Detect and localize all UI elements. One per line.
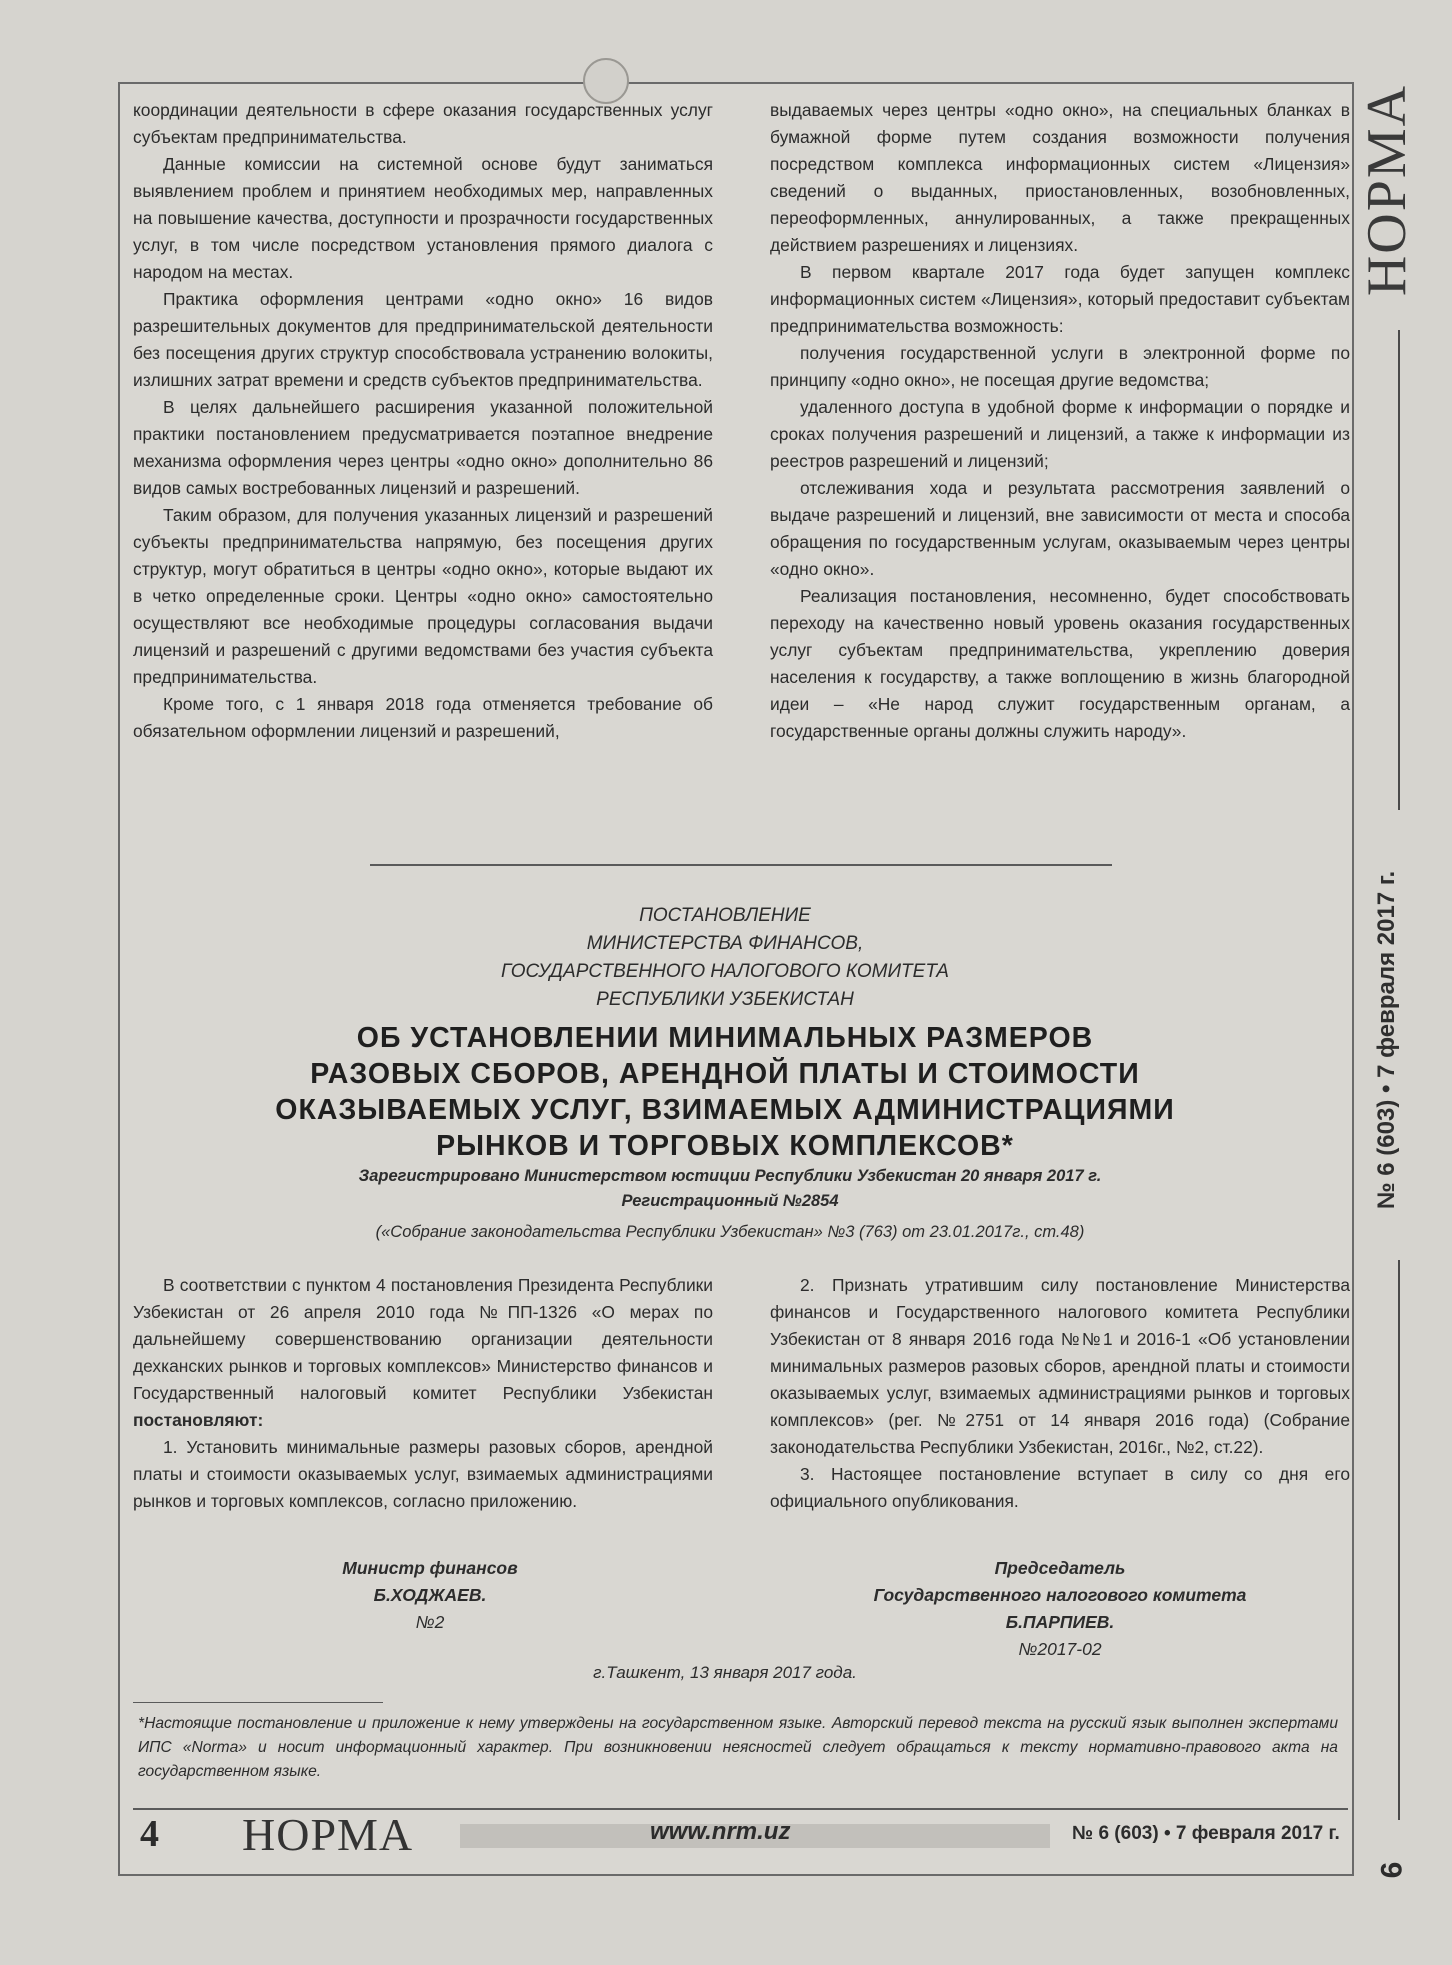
article-left-column: [133, 97, 713, 745]
issuer-line: ПОСТАНОВЛЕНИЕ: [639, 905, 811, 926]
paragraph: В целях дальнейшего расширения указанной положительной практики постановлением предусматривается поэтапное внедрение механизма оформления через центры «одно окно» дополнительно 86 видов самых востребованных лицензий и разрешений.: [133, 397, 713, 498]
paragraph: В первом квартале 2017 года будет запущен комплекс информационных систем «Лицензия», который предоставит субъектам предпринимательства возможность:: [770, 262, 1350, 336]
signer-name: Б.ПАРПИЕВ.: [1005, 1612, 1115, 1632]
spine-brand: НОРМА: [1356, 83, 1419, 297]
signer-position: Министр финансов: [342, 1558, 518, 1578]
issuer-line: МИНИСТЕРСТВА ФИНАНСОВ,: [586, 933, 864, 954]
publication-source: («Собрание законодательства Республики Узбекистан» №3 (763) от 23.01.2017г., ст.48): [375, 1223, 1085, 1241]
signer-position: Председатель: [994, 1558, 1126, 1578]
spine-page-number: 6: [1375, 1861, 1408, 1879]
signer-left: [300, 1555, 560, 1636]
decree-title: [200, 1020, 1250, 1164]
registration-note: [230, 1164, 1230, 1214]
footnote: *Настоящие постановление и приложение к нему утверждены на государственном языке. Авторский перевод текста на русский язык выполнен экспертами ИПС «Norma» и носит информационный характер. При возникновении неясностей следует обращаться к тексту нормативно-правового акта на государственном языке.: [138, 1715, 1338, 1780]
footer-url[interactable]: www.nrm.uz: [650, 1818, 791, 1845]
spine-rule: [1398, 1260, 1400, 1820]
paragraph: Реализация постановления, несомненно, будет способствовать переходу на качественно новый уровень оказания государственных услуг субъектам предпринимательства, укреплению доверия населения к государству, а также воплощению в жизнь благородной идеи – «Не народ служит государственным органам, а государственные органы должны служить народу».: [770, 586, 1350, 741]
issuer-line: ГОСУДАРСТВЕННОГО НАЛОГОВОГО КОМИТЕТА: [501, 961, 949, 982]
signer-right: [800, 1555, 1320, 1663]
decree-issuer: [300, 902, 1150, 1014]
paragraph: Таким образом, для получения указанных лицензий и разрешений субъекты предпринимательства напрямую, без посещения других структур, могут обратиться в центры «одно окно», которые выдают их в четко определенные сроки. Центры «одно окно» самостоятельно осуществляют все необходимые процедуры согласования выдачи лицензий и разрешений с другими ведомствами без участия субъекта предпринимательства.: [133, 505, 713, 687]
decree-verb: постановляют:: [133, 1410, 264, 1430]
title-line: ОКАЗЫВАЕМЫХ УСЛУГ, ВЗИМАЕМЫХ АДМИНИСТРАЦИЯМИ: [275, 1094, 1175, 1126]
paragraph: Практика оформления центрами «одно окно» 16 видов разрешительных документов для предпринимательской деятельности без посещения других структур способствовала устранению волокиты, излишних затрат времени и средств субъектов предпринимательства.: [133, 289, 713, 390]
title-line: РЫНКОВ И ТОРГОВЫХ КОМПЛЕКСОВ*: [436, 1130, 1014, 1162]
footer-issue: № 6 (603) • 7 февраля 2017 г.: [1072, 1823, 1340, 1844]
decree-left-column: [133, 1272, 713, 1515]
paragraph: 2. Признать утратившим силу постановление Министерства финансов и Государственного налогового комитета Республики Узбекистан от 8 января 2016 года №№1 и 2016-1 «Об установлении минимальных размеров разовых сборов, арендной платы и стоимости оказываемых услуг, взимаемых администрациями рынков и торговых комплексов» (рег. №2751 от 14 января 2016 года) (Собрание законодательства Республики Узбекистан, 2016г., №2, ст.22).: [770, 1275, 1350, 1457]
footnote-divider: [133, 1702, 383, 1703]
issuer-line: РЕСПУБЛИКИ УЗБЕКИСТАН: [596, 989, 854, 1010]
decree-right-column: [770, 1272, 1350, 1515]
paragraph: 3. Настоящее постановление вступает в силу со дня его официального опубликования.: [770, 1464, 1350, 1511]
registration-number: Регистрационный №2854: [621, 1192, 839, 1210]
decree-preamble: В соответствии с пунктом 4 постановления Президента Республики Узбекистан от 26 апреля 2010 года №ПП-1326 «О мерах по дальнейшему совершенствованию организации деятельности дехканских рынков и торговых комплексов» Министерство финансов и Государственный налоговый комитет Республики Узбекистан: [133, 1275, 713, 1403]
paragraph: 1. Установить минимальные размеры разовых сборов, арендной платы и стоимости оказываемых услуг, взимаемых администрациями рынков и торговых комплексов, согласно приложению.: [133, 1437, 713, 1511]
paragraph: получения государственной услуги в электронной форме по принципу «одно окно», не посещая другие ведомства;: [770, 343, 1350, 390]
signer-number: №2: [415, 1612, 445, 1632]
article-right-column: [770, 97, 1350, 745]
registration-line: Зарегистрировано Министерством юстиции Республики Узбекистан 20 января 2017 г.: [358, 1167, 1102, 1185]
paragraph: отслеживания хода и результата рассмотрения заявлений о выдаче разрешений и лицензий, вне зависимости от места и способа обращения по государственным услугам, оказываемым через центры «одно окно».: [770, 478, 1350, 579]
paragraph: удаленного доступа в удобной форме к информации о порядке и сроках получения разрешений и лицензий, а также к информации из реестров разрешений и лицензий;: [770, 397, 1350, 471]
title-line: ОБ УСТАНОВЛЕНИИ МИНИМАЛЬНЫХ РАЗМЕРОВ: [356, 1022, 1094, 1054]
section-divider: [370, 864, 1112, 866]
paragraph: Кроме того, с 1 января 2018 года отменяется требование об обязательном оформлении лицензий и разрешений,: [133, 694, 713, 741]
place-date: г.Ташкент, 13 января 2017 года.: [593, 1663, 857, 1682]
signer-position: Государственного налогового комитета: [873, 1585, 1247, 1605]
paragraph: Данные комиссии на системной основе будут заниматься выявлением проблем и принятием необходимых мер, направленных на повышение качества, доступности и прозрачности государственных услуг, в том числе посредством установления прямого диалога с народом на местах.: [133, 154, 713, 282]
spine-rule: [1398, 330, 1400, 810]
paragraph: выдаваемых через центры «одно окно», на специальных бланках в бумажной форме путем создания возможности получения посредством комплекса информационных систем «Лицензия» сведений о выданных, приостановленных, возобновленных, переоформленных, аннулированных, а также прекращенных действием разрешениях и лицензиях.: [770, 100, 1350, 255]
signer-number: №2017-02: [1018, 1639, 1102, 1659]
signer-name: Б.ХОДЖАЕВ.: [373, 1585, 487, 1605]
spine-issue: № 6 (603) • 7 февраля 2017 г.: [1373, 870, 1400, 1210]
paragraph: [133, 1272, 713, 1434]
footer-brand: НОРМА: [242, 1809, 414, 1860]
paragraph: координации деятельности в сфере оказания государственных услуг субъектам предпринимательства.: [133, 100, 713, 147]
footer-page-number: 4: [140, 1813, 159, 1855]
title-line: РАЗОВЫХ СБОРОВ, АРЕНДНОЙ ПЛАТЫ И СТОИМОСТИ: [310, 1058, 1140, 1090]
